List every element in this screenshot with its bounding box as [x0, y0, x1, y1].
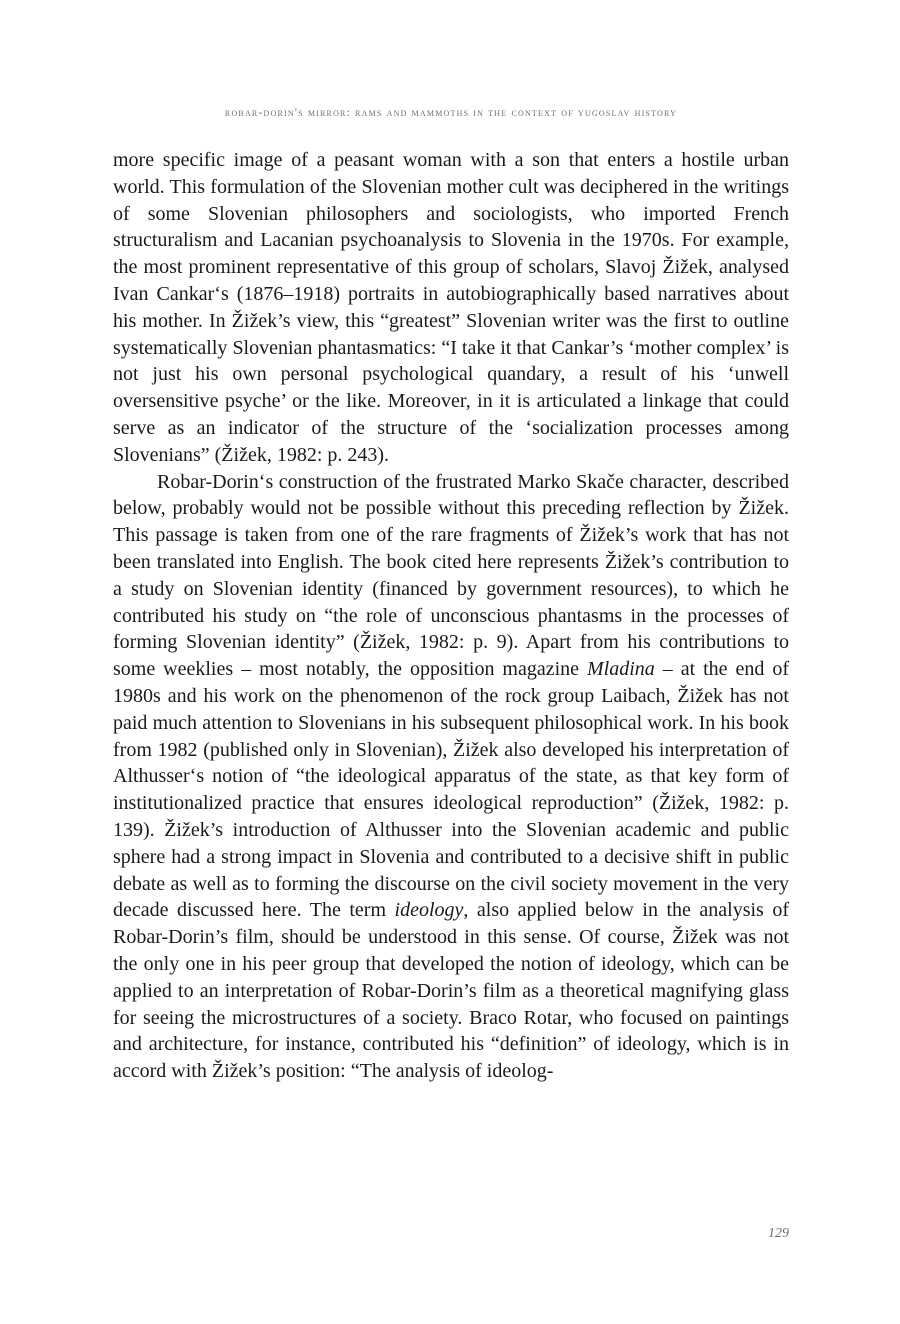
- running-head: robar-dorin's mirror: rams and mammoths in the context of yugoslav history: [224, 107, 678, 119]
- body-text: [113, 147, 789, 1085]
- paragraph-1: more specific image of a peasant woman with a son that enters a hostile urban world. This formulation of the Slovenian mother cult was deciphered in the writings of some Slovenian philosophers and sociologists, who imported French structuralism and Lacanian psychoanalysis to Slovenia in the 1970s. For example, the most prominent representative of this group of scholars, Slavoj Žižek, analysed Ivan Cankar‘s (1876–1918) portraits in autobiographically based narratives about his mother. In Žižek’s view, this “greatest” Slovenian writer was the first to outline systematically Slovenian phantasmatics: “I take it that Cankar’s ‘mother complex’ is not just his own personal psychological quandary, a result of his ‘unwell oversensitive psyche’ or the like. Moreover, in it is articulated a linkage that could serve as an indicator of the structure of the ‘socialization processes among Slovenians” (Žižek, 1982: p. 243).: [113, 149, 789, 466]
- paragraph-2-text-2: – at the end of 1980s and his work on the phenomenon of the rock group Laibach, Žižek has not paid much attention to Slovenians in his subsequent philosophical work. In his book from 1982 (published only in Slovenian), Žižek also developed his interpretation of Althusser‘s notion of “the ideological apparatus of the state, as that key form of institutionalized practice that ensures ideological reproduction” (Žižek, 1982: p. 139). Žižek’s introduction of Althusser into the Slovenian academic and public sphere had a strong impact in Slovenia and contributed to a decisive shift in public debate as well as to forming the discourse on the civil society movement in the very decade discussed here. The term: [113, 658, 789, 922]
- paragraph-2-text-3: , also applied below in the analysis of Robar-Dorin’s film, should be understood in this sense. Of course, Žižek was not the only one in his peer group that developed the notion of ideology, which can be applied to an interpretation of Robar-Dorin’s film as a theoretical magnifying glass for seeing the microstructures of a society. Braco Rotar, who focused on paintings and architecture, for instance, contributed his “definition” of ideology, which is in accord with Žižek’s position: “The analysis of ideolog-: [113, 899, 789, 1083]
- term-ideology: ideology: [394, 899, 464, 922]
- page-number: 129: [768, 1226, 789, 1241]
- paragraph-2-text-1: Robar-Dorin‘s construction of the frustrated Marko Skače character, described below, probably would not be possible without this preceding reflection by Žižek. This passage is taken from one of the rare fragments of Žižek’s work that has not been translated into English. The book cited here represents Žižek’s contribution to a study on Slovenian identity (financed by government resources), to which he contributed his study on “the role of unconscious phantasms in the processes of forming Slovenian identity” (Žižek, 1982: p. 9). Apart from his contributions to some weeklies – most notably, the opposition magazine: [113, 470, 789, 681]
- paragraph-2: [113, 469, 789, 1085]
- magazine-title-mladina: Mladina: [587, 658, 655, 681]
